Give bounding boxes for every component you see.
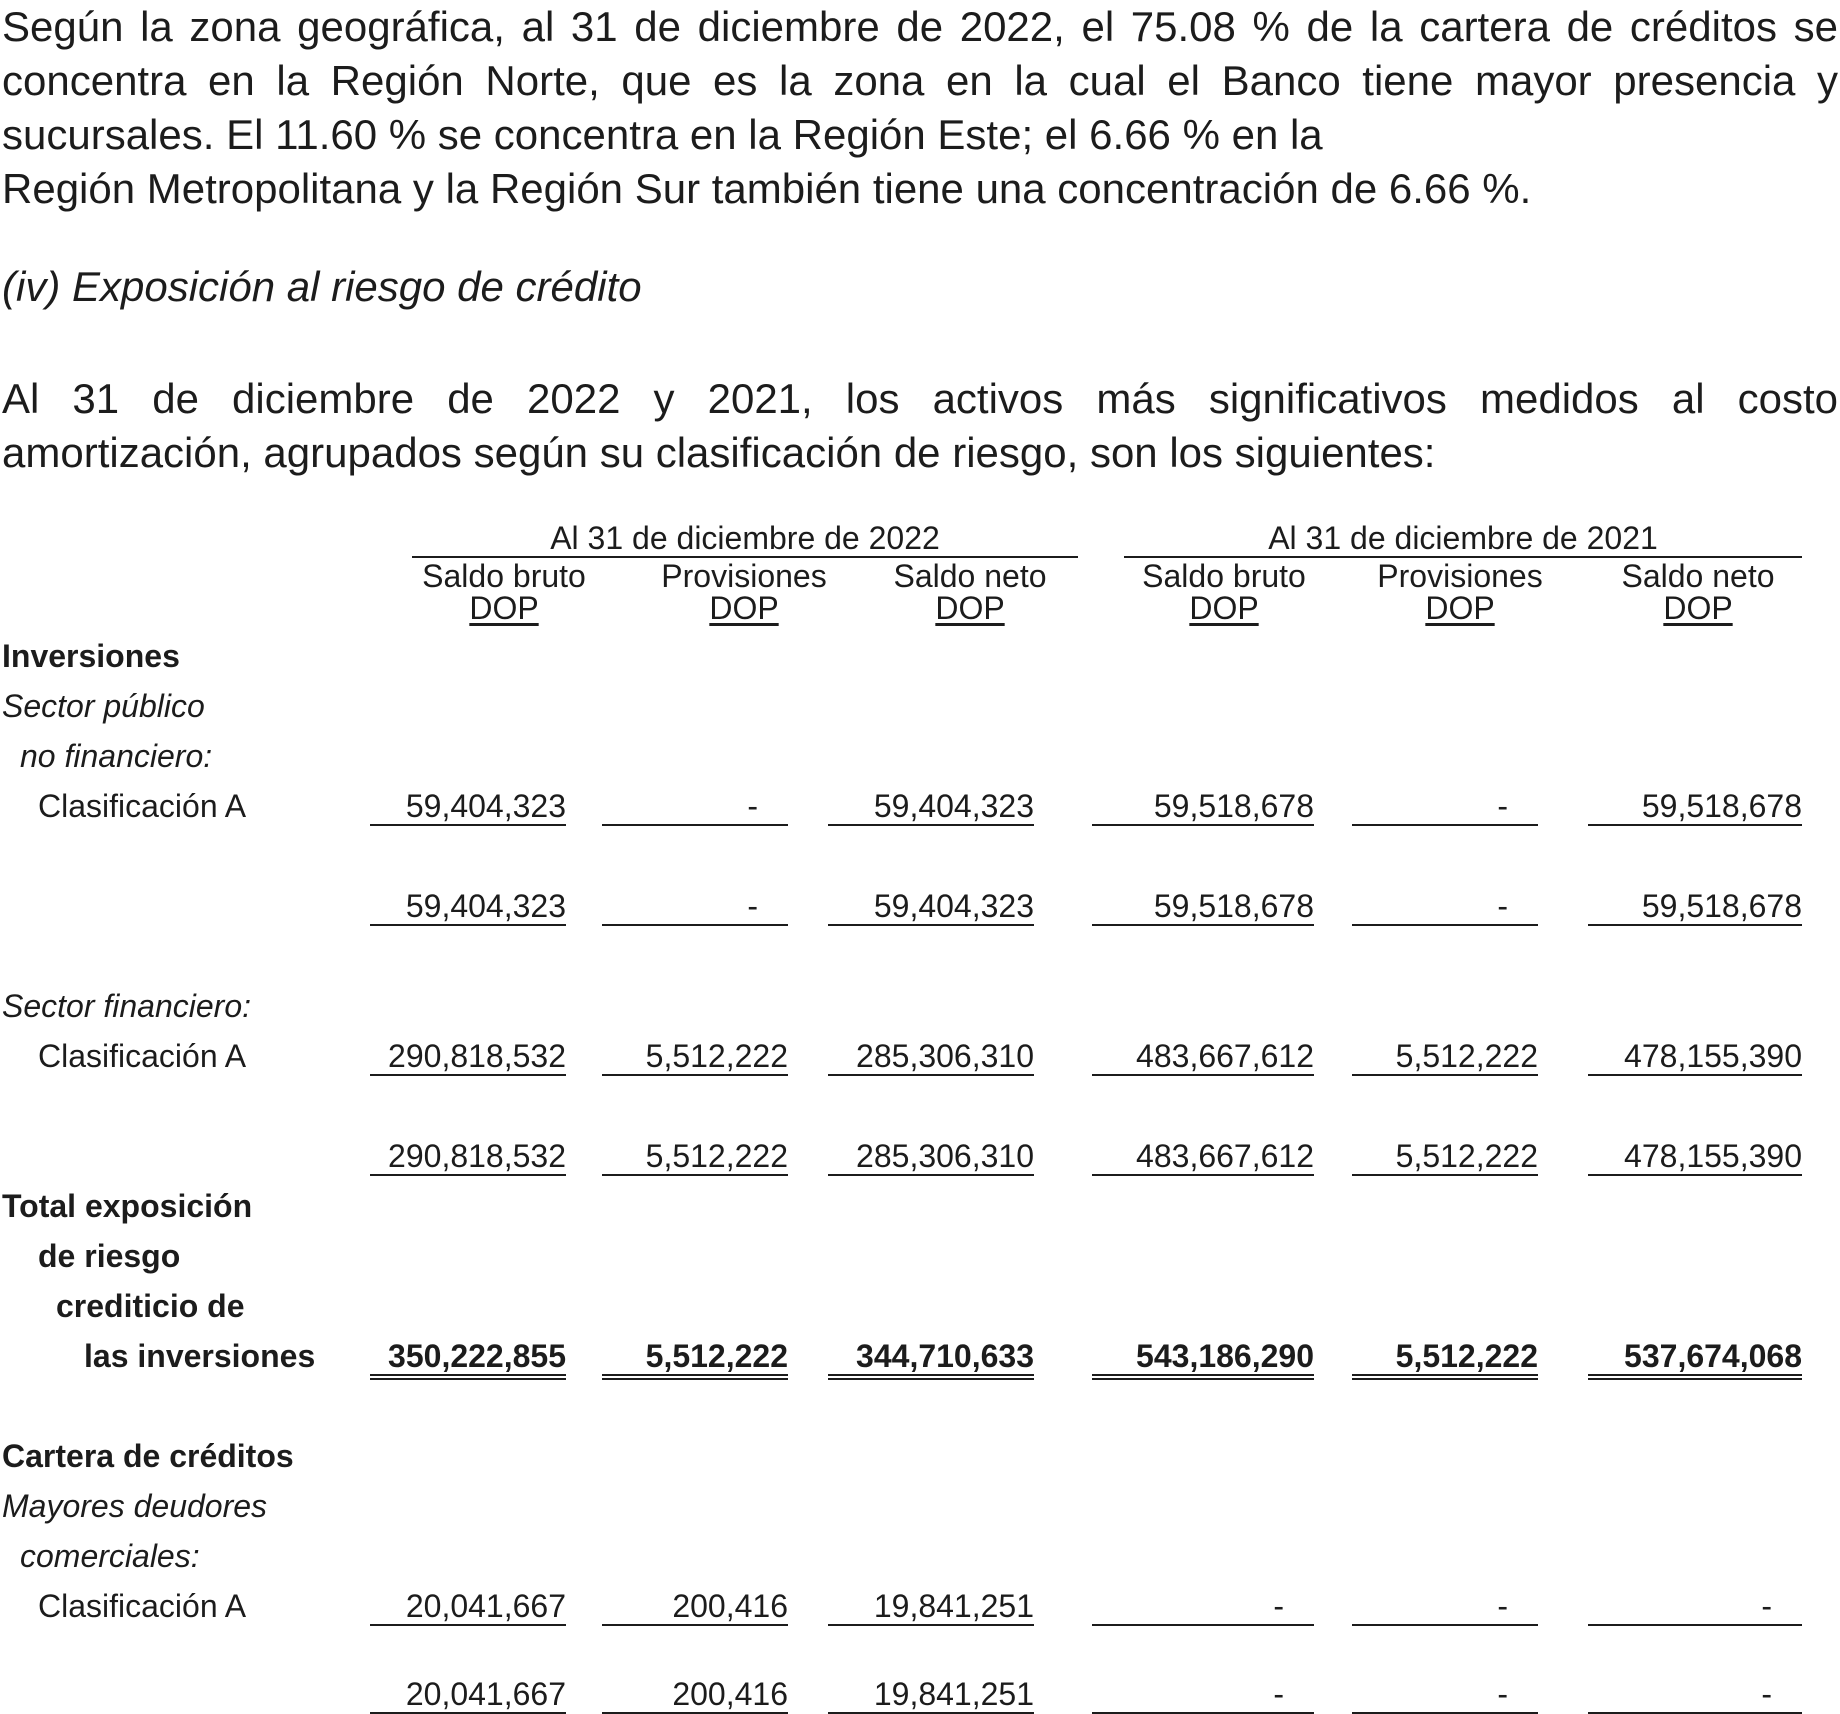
row-cartera-subtotal-cell: - [1588,1676,1802,1714]
row-publico-clasificacion-a-cell: 59,404,323 [370,788,566,826]
row-financiero-clasificacion-a-cell: 5,512,222 [602,1038,788,1076]
intro-paragraph [2,0,1838,216]
row-financiero-subtotal-cell: 483,667,612 [1092,1138,1314,1176]
row-publico-subtotal-cell: 59,518,678 [1092,888,1314,926]
row-publico-clasificacion-a-cell: 59,518,678 [1092,788,1314,826]
row-total-inversiones-cell: 5,512,222 [602,1338,788,1380]
row-financiero-subtotal-cell: 285,306,310 [828,1138,1034,1176]
row-financiero-subtotal-cell: 5,512,222 [1352,1138,1538,1176]
row-financiero-clasificacion-a-cell: 290,818,532 [370,1038,566,1076]
row-financiero-subtotal-cell: 290,818,532 [370,1138,566,1176]
label-total: Total exposición [2,1188,253,1224]
row-total-inversiones-cell: 350,222,855 [370,1338,566,1380]
section-heading: (iv) Exposición al riesgo de crédito [2,263,642,310]
label-sector-publico: Sector público [2,688,205,724]
section-text: Al 31 de diciembre de 2022 y 2021, los activos más significativos medidos al costo [2,375,1838,422]
label-total: las inversiones [84,1338,316,1374]
label-no-financiero: no financiero: [20,738,213,774]
row-financiero-clasificacion-a-cell: 478,155,390 [1588,1038,1802,1076]
row-cartera-clasificacion-a-cell: - [1588,1588,1802,1626]
row-cartera-clasificacion-a-cell: 19,841,251 [828,1588,1034,1626]
row-publico-clasificacion-a-cell: 59,404,323 [828,788,1034,826]
row-cartera-clasificacion-a-cell: 20,041,667 [370,1588,566,1626]
label-clasificacion-a: Clasificación A [38,1038,247,1074]
col-header-saldo-bruto-2021: Saldo bruto DOP [1142,558,1306,626]
row-financiero-clasificacion-a-cell: 285,306,310 [828,1038,1034,1076]
period-2021-header: Al 31 de diciembre de 2021 [1124,520,1802,558]
row-total-inversiones-cell: 5,512,222 [1352,1338,1538,1380]
period-2022-header: Al 31 de diciembre de 2022 [412,520,1078,558]
row-financiero-clasificacion-a-cell: 5,512,222 [1352,1038,1538,1076]
label-cartera: Cartera de créditos [2,1438,294,1474]
row-cartera-subtotal-cell: - [1352,1676,1538,1714]
intro-text: Según la zona geográfica, al 31 de diciembre de 2022, el 75.08 % de la cartera de créditos se concentra en la Región Norte, que es la zona en la cual el Banco tiene mayor presencia y sucursales. El 11.60 % se concentra en la Región Este; el 6.66 % en la [2,3,1838,158]
row-cartera-subtotal-cell: 19,841,251 [828,1676,1034,1714]
row-publico-clasificacion-a-cell: - [602,788,788,826]
col-header-saldo-neto-2021: Saldo neto DOP [1621,558,1775,626]
label-sector-financiero: Sector financiero: [2,988,252,1024]
row-cartera-subtotal-cell: 200,416 [602,1676,788,1714]
row-cartera-clasificacion-a-cell: - [1092,1588,1314,1626]
row-publico-subtotal-cell: - [602,888,788,926]
row-cartera-subtotal-cell: 20,041,667 [370,1676,566,1714]
section-paragraph [2,372,1838,480]
intro-text-last: Región Metropolitana y la Región Sur también tiene una concentración de 6.66 %. [2,165,1532,212]
row-cartera-subtotal-cell: - [1092,1676,1314,1714]
row-publico-subtotal-cell: 59,404,323 [370,888,566,926]
row-publico-clasificacion-a-cell: 59,518,678 [1588,788,1802,826]
row-cartera-clasificacion-a-cell: - [1352,1588,1538,1626]
row-publico-subtotal-cell: 59,404,323 [828,888,1034,926]
col-header-saldo-bruto-2022: Saldo bruto DOP [422,558,586,626]
row-financiero-clasificacion-a-cell: 483,667,612 [1092,1038,1314,1076]
col-header-provisiones-2022: Provisiones DOP [661,558,827,626]
label-inversiones: Inversiones [2,638,180,674]
row-publico-subtotal-cell: 59,518,678 [1588,888,1802,926]
row-cartera-clasificacion-a-cell: 200,416 [602,1588,788,1626]
row-financiero-subtotal-cell: 478,155,390 [1588,1138,1802,1176]
row-publico-clasificacion-a-cell: - [1352,788,1538,826]
label-clasificacion-a: Clasificación A [38,1588,247,1624]
row-publico-subtotal-cell: - [1352,888,1538,926]
row-total-inversiones-cell: 543,186,290 [1092,1338,1314,1380]
row-total-inversiones-cell: 344,710,633 [828,1338,1034,1380]
label-mayores-deudores: Mayores deudores [2,1488,268,1524]
row-financiero-subtotal-cell: 5,512,222 [602,1138,788,1176]
label-clasificacion-a: Clasificación A [38,788,247,824]
section-text-last: amortización, agrupados según su clasificación de riesgo, son los siguientes: [2,429,1436,476]
label-total: crediticio de [56,1288,245,1324]
col-header-saldo-neto-2022: Saldo neto DOP [893,558,1047,626]
label-comerciales: comerciales: [20,1538,200,1574]
label-total: de riesgo [38,1238,181,1274]
row-total-inversiones-cell: 537,674,068 [1588,1338,1802,1380]
col-header-provisiones-2021: Provisiones DOP [1377,558,1543,626]
